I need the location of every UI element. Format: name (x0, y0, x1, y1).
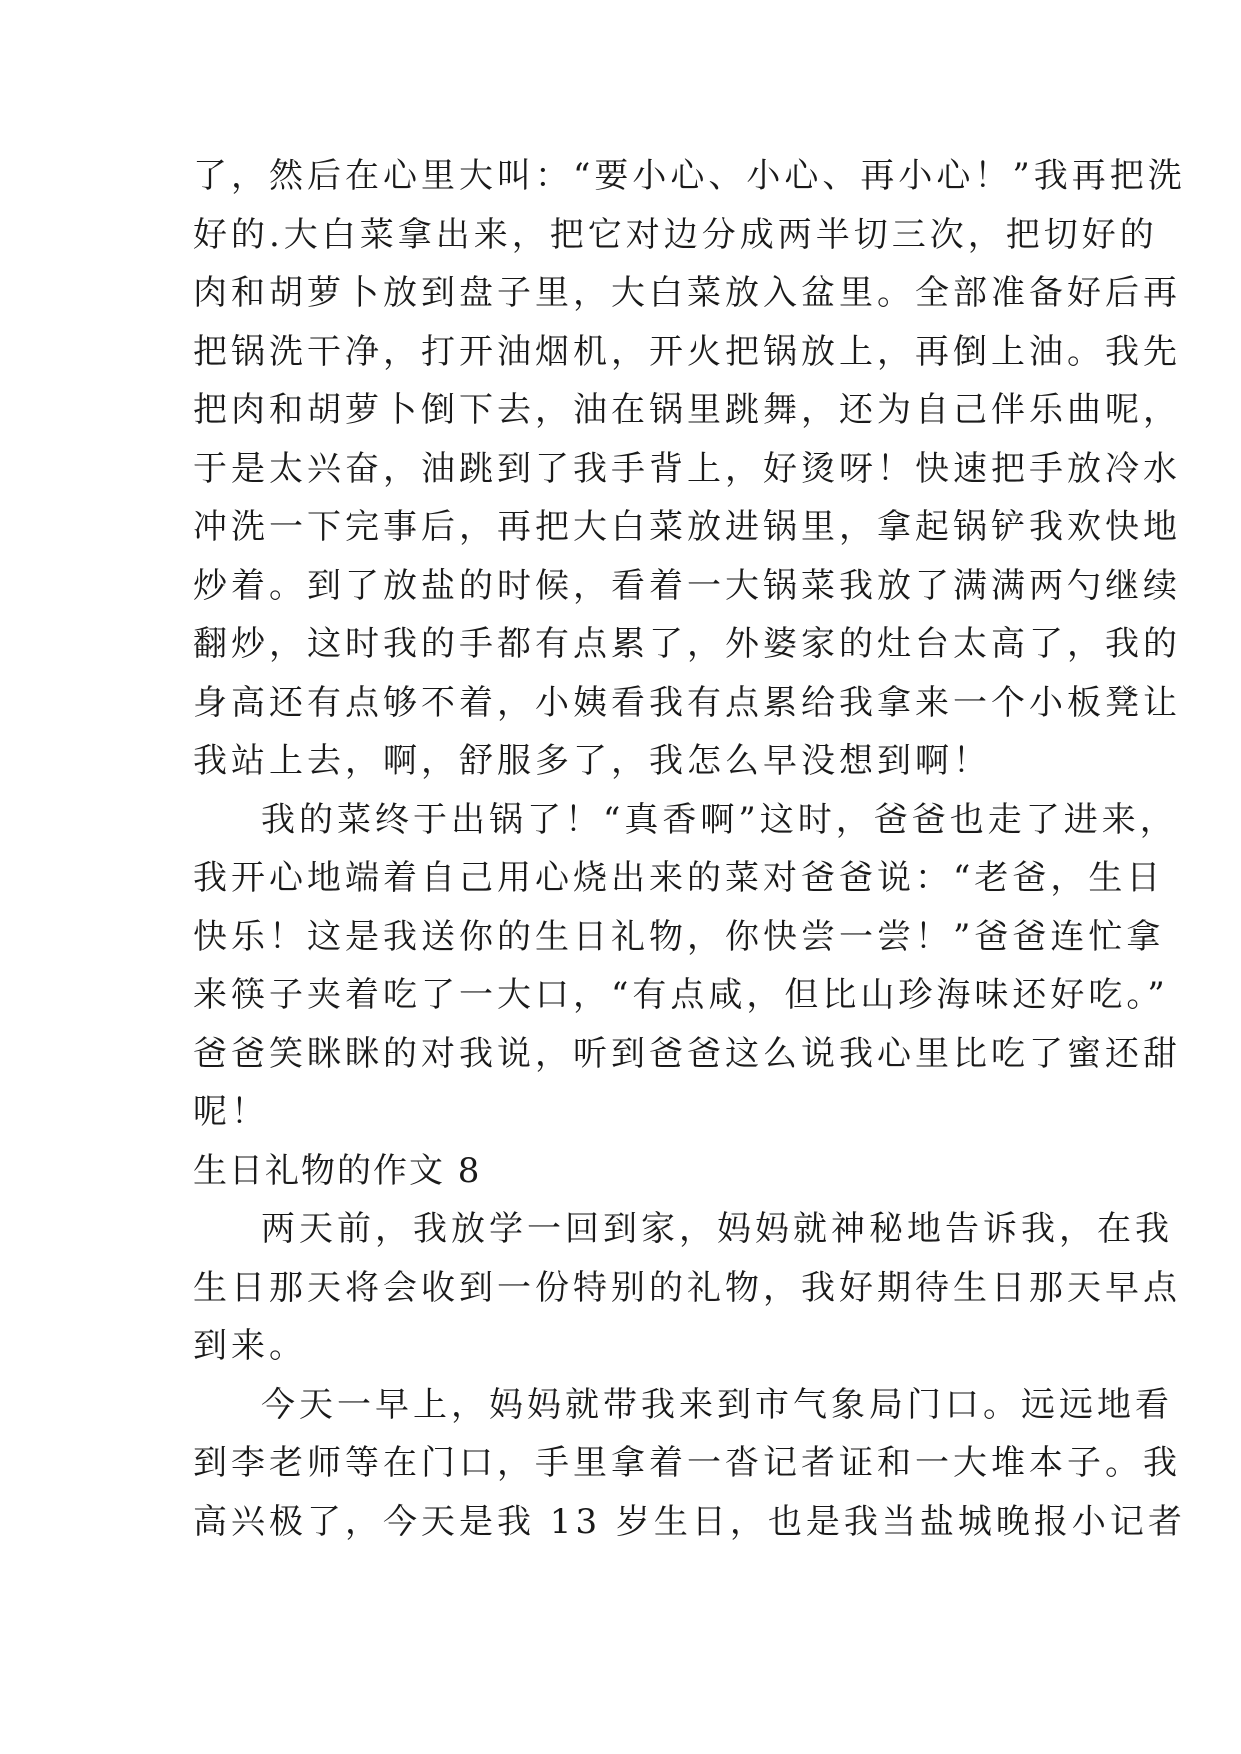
text-line: 来筷子夹着吃了一大口，“有点咸，但比山珍海味还好吃。” (193, 975, 1169, 1015)
text-line: 身高还有点够不着，小姨看我有点累给我拿来一个小板凳让 (193, 682, 1181, 723)
text-line: 我开心地端着自己用心烧出来的菜对爸爸说：“老爸，生日 (193, 858, 1165, 898)
text-line: 于是太兴奋，油跳到了我手背上，好烫呀！快速把手放冷水 (193, 448, 1181, 489)
text-line: 肉和胡萝卜放到盘子里，大白菜放入盆里。全部准备好后再 (193, 273, 1181, 313)
text-line: 爸爸笑眯眯的对我说，听到爸爸这么说我心里比吃了蜜还甜 (193, 1033, 1181, 1074)
text-line: 好的.大白菜拿出来，把它对边分成两半切三次，把切好的 (193, 214, 1158, 255)
text-line: 高兴极了，今天是我 13 岁生日，也是我当盐城晚报小记者 (193, 1501, 1186, 1542)
text-line: 我的菜终于出锅了！“真香啊”这时，爸爸也走了进来， (261, 799, 1178, 840)
text-line: 冲洗一下完事后，再把大白菜放进锅里，拿起锅铲我欢快地 (193, 507, 1181, 547)
paragraph (193, 1376, 1186, 1552)
text-line: 到李老师等在门口，手里拿着一沓记者证和一大堆本子。我 (193, 1443, 1181, 1483)
text-line: 生日那天将会收到一份特别的礼物，我好期待生日那天早点 (193, 1267, 1181, 1308)
text-line: 呢！ (193, 1092, 269, 1132)
text-line: 炒着。到了放盐的时候，看着一大锅菜我放了满满两勺继续 (193, 565, 1181, 606)
text-line: 到来。 (193, 1326, 307, 1366)
text-line: 了，然后在心里大叫：“要小心、小心、再小心！”我再把洗 (193, 156, 1186, 196)
text-line: 把肉和胡萝卜倒下去，油在锅里跳舞，还为自己伴乐曲呢， (193, 390, 1181, 430)
paragraph (193, 1200, 1181, 1376)
text-line: 把锅洗干净，打开油烟机，开火把锅放上，再倒上油。我先 (193, 331, 1181, 372)
text-line: 我站上去，啊，舒服多了，我怎么早没想到啊！ (193, 741, 991, 781)
text-line: 快乐！这是我送你的生日礼物，你快尝一尝！”爸爸连忙拿 (193, 916, 1165, 957)
heading-text: 生日礼物的作文 8 (193, 1150, 482, 1191)
paragraph (193, 791, 1181, 1142)
text-line: 两天前，我放学一回到家，妈妈就神秘地告诉我，在我 (261, 1209, 1173, 1249)
paragraph (193, 147, 1186, 791)
text-line: 今天一早上，妈妈就带我来到市气象局门口。远远地看 (261, 1384, 1173, 1425)
document-body (193, 147, 1186, 1551)
section-heading (193, 1142, 1053, 1201)
text-line: 翻炒，这时我的手都有点累了，外婆家的灶台太高了，我的 (193, 624, 1181, 664)
